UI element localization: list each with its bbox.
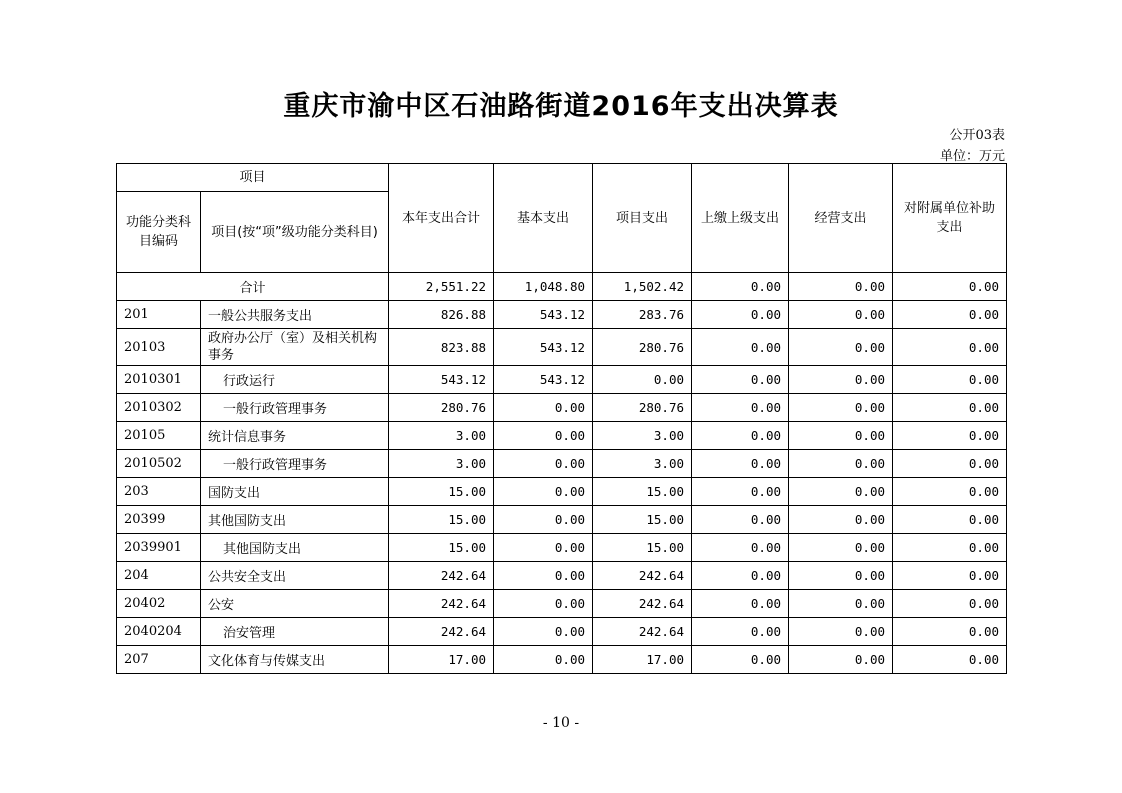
row-upper: 0.00 <box>692 618 789 646</box>
row-subsidy: 0.00 <box>893 301 1007 329</box>
row-operating: 0.00 <box>789 422 893 450</box>
row-basic: 0.00 <box>494 394 593 422</box>
row-total: 543.12 <box>389 366 494 394</box>
total-operating: 0.00 <box>789 273 893 301</box>
row-basic: 0.00 <box>494 618 593 646</box>
row-total: 3.00 <box>389 422 494 450</box>
row-operating: 0.00 <box>789 562 893 590</box>
row-name: 公共安全支出 <box>201 562 389 590</box>
row-project: 242.64 <box>593 590 692 618</box>
table-row <box>117 394 1007 422</box>
table-row <box>117 301 1007 329</box>
row-project: 280.76 <box>593 329 692 366</box>
row-operating: 0.00 <box>789 450 893 478</box>
header-total: 本年支出合计 <box>389 164 494 273</box>
row-name: 其他国防支出 <box>201 534 389 562</box>
row-subsidy: 0.00 <box>893 562 1007 590</box>
header-upper: 上缴上级支出 <box>692 164 789 273</box>
total-label: 合计 <box>117 273 389 301</box>
row-upper: 0.00 <box>692 478 789 506</box>
row-operating: 0.00 <box>789 646 893 674</box>
total-row <box>117 273 1007 301</box>
row-project: 242.64 <box>593 618 692 646</box>
header-basic: 基本支出 <box>494 164 593 273</box>
row-basic: 0.00 <box>494 590 593 618</box>
table-row <box>117 450 1007 478</box>
row-name: 文化体育与传媒支出 <box>201 646 389 674</box>
row-name: 一般行政管理事务 <box>201 450 389 478</box>
row-upper: 0.00 <box>692 394 789 422</box>
row-upper: 0.00 <box>692 562 789 590</box>
row-upper: 0.00 <box>692 422 789 450</box>
row-project: 3.00 <box>593 422 692 450</box>
row-project: 0.00 <box>593 366 692 394</box>
row-basic: 0.00 <box>494 562 593 590</box>
row-upper: 0.00 <box>692 506 789 534</box>
row-project: 15.00 <box>593 478 692 506</box>
row-project: 17.00 <box>593 646 692 674</box>
row-name: 治安管理 <box>201 618 389 646</box>
row-basic: 0.00 <box>494 422 593 450</box>
row-basic: 0.00 <box>494 506 593 534</box>
row-code: 201 <box>117 301 201 329</box>
row-upper: 0.00 <box>692 534 789 562</box>
row-code: 20402 <box>117 590 201 618</box>
row-subsidy: 0.00 <box>893 329 1007 366</box>
row-operating: 0.00 <box>789 534 893 562</box>
row-code: 2039901 <box>117 534 201 562</box>
row-name: 公安 <box>201 590 389 618</box>
form-number: 公开03表 <box>949 128 1005 143</box>
row-operating: 0.00 <box>789 301 893 329</box>
row-project: 3.00 <box>593 450 692 478</box>
table-row <box>117 562 1007 590</box>
row-project: 15.00 <box>593 506 692 534</box>
row-subsidy: 0.00 <box>893 450 1007 478</box>
row-code: 20399 <box>117 506 201 534</box>
row-project: 15.00 <box>593 534 692 562</box>
row-basic: 0.00 <box>494 478 593 506</box>
row-upper: 0.00 <box>692 646 789 674</box>
expenditure-table <box>116 163 1007 674</box>
row-upper: 0.00 <box>692 450 789 478</box>
row-total: 15.00 <box>389 506 494 534</box>
row-total: 242.64 <box>389 618 494 646</box>
row-code: 2010302 <box>117 394 201 422</box>
row-operating: 0.00 <box>789 506 893 534</box>
row-code: 2010502 <box>117 450 201 478</box>
header-subsidy: 对附属单位补助支出 <box>893 164 1007 273</box>
row-project: 242.64 <box>593 562 692 590</box>
table-row <box>117 478 1007 506</box>
row-code: 2010301 <box>117 366 201 394</box>
row-name: 统计信息事务 <box>201 422 389 450</box>
row-subsidy: 0.00 <box>893 366 1007 394</box>
row-total: 823.88 <box>389 329 494 366</box>
row-upper: 0.00 <box>692 329 789 366</box>
header-project: 项目 <box>117 164 389 192</box>
row-subsidy: 0.00 <box>893 646 1007 674</box>
row-code: 20103 <box>117 329 201 366</box>
row-name: 一般公共服务支出 <box>201 301 389 329</box>
unit-label: 单位：万元 <box>939 149 1005 164</box>
header-project-expenditure: 项目支出 <box>593 164 692 273</box>
row-total: 242.64 <box>389 562 494 590</box>
row-total: 15.00 <box>389 534 494 562</box>
row-code: 20105 <box>117 422 201 450</box>
row-total: 3.00 <box>389 450 494 478</box>
row-basic: 543.12 <box>494 329 593 366</box>
row-code: 203 <box>117 478 201 506</box>
row-subsidy: 0.00 <box>893 478 1007 506</box>
row-basic: 0.00 <box>494 646 593 674</box>
total-total: 2,551.22 <box>389 273 494 301</box>
row-operating: 0.00 <box>789 366 893 394</box>
row-total: 242.64 <box>389 590 494 618</box>
row-subsidy: 0.00 <box>893 590 1007 618</box>
row-upper: 0.00 <box>692 366 789 394</box>
row-name: 一般行政管理事务 <box>201 394 389 422</box>
row-upper: 0.00 <box>692 590 789 618</box>
total-basic: 1,048.80 <box>494 273 593 301</box>
row-name: 行政运行 <box>201 366 389 394</box>
row-project: 280.76 <box>593 394 692 422</box>
row-total: 15.00 <box>389 478 494 506</box>
row-basic: 0.00 <box>494 534 593 562</box>
table-row <box>117 590 1007 618</box>
row-code: 207 <box>117 646 201 674</box>
row-total: 280.76 <box>389 394 494 422</box>
row-operating: 0.00 <box>789 329 893 366</box>
total-subsidy: 0.00 <box>893 273 1007 301</box>
row-subsidy: 0.00 <box>893 506 1007 534</box>
row-total: 17.00 <box>389 646 494 674</box>
page-title: 重庆市渝中区石油路街道2016年支出决算表 <box>283 91 839 122</box>
row-operating: 0.00 <box>789 590 893 618</box>
table-row <box>117 646 1007 674</box>
row-operating: 0.00 <box>789 394 893 422</box>
row-basic: 0.00 <box>494 450 593 478</box>
row-project: 283.76 <box>593 301 692 329</box>
header-operating: 经营支出 <box>789 164 893 273</box>
total-project: 1,502.42 <box>593 273 692 301</box>
row-name: 政府办公厅（室）及相关机构事务 <box>201 329 389 366</box>
row-subsidy: 0.00 <box>893 422 1007 450</box>
table-row <box>117 366 1007 394</box>
row-name: 其他国防支出 <box>201 506 389 534</box>
table-row <box>117 329 1007 366</box>
row-subsidy: 0.00 <box>893 618 1007 646</box>
total-upper: 0.00 <box>692 273 789 301</box>
table-row <box>117 618 1007 646</box>
row-basic: 543.12 <box>494 366 593 394</box>
table-row <box>117 534 1007 562</box>
header-func-name: 项目(按“项”级功能分类科目) <box>201 192 389 273</box>
page-number: - 10 - <box>542 715 580 731</box>
header-func-code: 功能分类科目编码 <box>117 192 201 273</box>
row-subsidy: 0.00 <box>893 534 1007 562</box>
table-row <box>117 506 1007 534</box>
row-subsidy: 0.00 <box>893 394 1007 422</box>
row-basic: 543.12 <box>494 301 593 329</box>
row-code: 2040204 <box>117 618 201 646</box>
row-upper: 0.00 <box>692 301 789 329</box>
row-operating: 0.00 <box>789 618 893 646</box>
row-name: 国防支出 <box>201 478 389 506</box>
table-row <box>117 422 1007 450</box>
row-total: 826.88 <box>389 301 494 329</box>
row-operating: 0.00 <box>789 478 893 506</box>
row-code: 204 <box>117 562 201 590</box>
